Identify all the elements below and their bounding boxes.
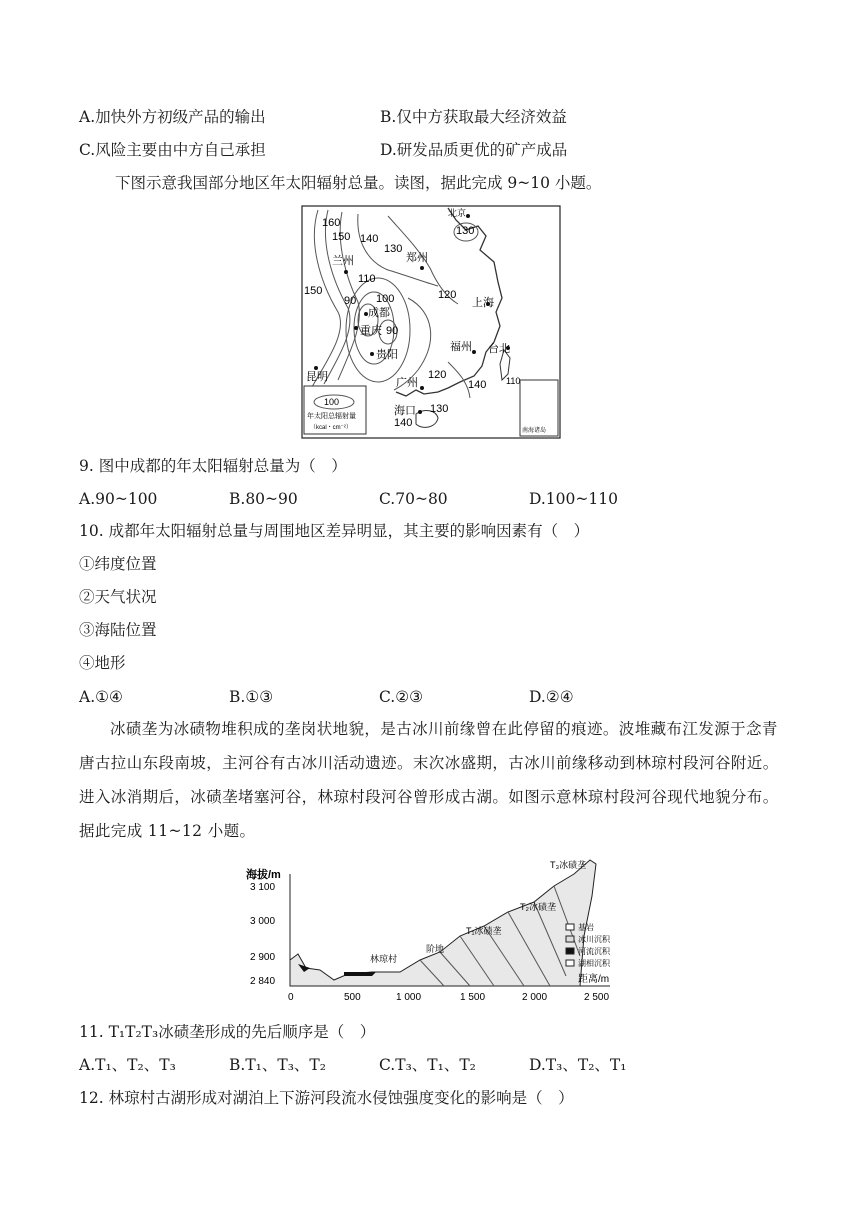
isoline-value: 90 bbox=[386, 325, 399, 337]
isoline-value: 120 bbox=[428, 369, 447, 381]
q8-option-d: D.研发品质更优的矿产成品 bbox=[380, 141, 568, 159]
label-t2: T₂冰碛垄 bbox=[520, 902, 556, 912]
isoline-value: 110 bbox=[506, 376, 521, 386]
q11-stem: 11. T₁T₂T₃冰碛垄形成的先后顺序是（ ） bbox=[79, 1023, 376, 1041]
y-tick: 2 900 bbox=[250, 952, 276, 963]
y-tick: 3 100 bbox=[250, 882, 276, 893]
isoline-value: 140 bbox=[394, 417, 413, 429]
q9-stem: 9. 图中成都的年太阳辐射总量为（ ） bbox=[79, 457, 347, 475]
city-label: 成都 bbox=[368, 307, 390, 319]
isoline-value: 140 bbox=[468, 379, 487, 391]
city-label: 海口 bbox=[394, 405, 416, 417]
city-label: 广州 bbox=[396, 377, 418, 389]
label-t1: T₁冰碛垄 bbox=[466, 926, 502, 936]
city-label: 重庆 bbox=[360, 325, 382, 337]
map-legend-title: 年太阳总辐射量 bbox=[307, 413, 356, 420]
q11-option-d: D.T₃、T₂、T₁ bbox=[529, 1056, 627, 1074]
city-label: 兰州 bbox=[332, 255, 354, 267]
map-inset-label: 南海诸岛 bbox=[522, 428, 547, 434]
q10-option-b: B.①③ bbox=[229, 688, 274, 706]
x-tick: 1 000 bbox=[396, 992, 422, 1003]
q10-option-c: C.②③ bbox=[379, 688, 424, 706]
q12-stem: 12. 林琼村古湖形成对湖泊上下游河段流水侵蚀强度变化的影响是（ ） bbox=[79, 1089, 574, 1107]
isoline-value: 160 bbox=[322, 217, 341, 229]
isoline-value: 110 bbox=[358, 273, 376, 285]
legend-item: 河流沉积 bbox=[578, 947, 610, 956]
q10-item: ②天气状况 bbox=[79, 588, 157, 606]
q9-option-b: B.80~90 bbox=[229, 490, 298, 508]
x-axis-label: 距离/m bbox=[578, 974, 610, 985]
q9-option-c: C.70~80 bbox=[379, 490, 448, 508]
q10-option-d: D.②④ bbox=[529, 688, 574, 706]
label-village: 林琼村 bbox=[370, 954, 398, 964]
isoline-value: 90 bbox=[344, 295, 357, 307]
q8-option-b: B.仅中方获取最大经济效益 bbox=[380, 108, 567, 126]
q10-item: ④地形 bbox=[79, 654, 126, 672]
isoline-value: 150 bbox=[332, 231, 351, 243]
isoline-value: 100 bbox=[376, 293, 395, 305]
valley-profile-figure bbox=[244, 856, 624, 1012]
legend-item: 冰川沉积 bbox=[578, 935, 610, 944]
city-label: 上海 bbox=[472, 297, 494, 309]
q9-option-a: A.90~100 bbox=[79, 490, 158, 508]
map-legend-unit: （kcal・cm⁻²） bbox=[310, 425, 352, 431]
y-axis-label: 海拔/m bbox=[246, 869, 281, 881]
x-tick: 500 bbox=[344, 992, 361, 1003]
q8-option-c: C.风险主要由中方自己承担 bbox=[79, 141, 266, 159]
city-label: 郑州 bbox=[406, 252, 428, 264]
city-label: 北京 bbox=[448, 208, 467, 218]
x-tick: 2 500 bbox=[584, 992, 610, 1003]
legend-item: 基岩 bbox=[578, 923, 594, 932]
x-tick: 0 bbox=[288, 992, 294, 1003]
q11-option-b: B.T₁、T₃、T₂ bbox=[229, 1056, 326, 1074]
isoline-value: 150 bbox=[304, 285, 323, 297]
isoline-value: 130 bbox=[456, 225, 475, 237]
q9-option-d: D.100~110 bbox=[529, 490, 618, 508]
intro-11-12: 冰碛垄为冰碛物堆积成的垄岗状地貌，是古冰川前缘曾在此停留的痕迹。波堆藏布江发源于念青唐古拉山东段南坡，主河谷有古冰川活动遗迹。末次冰盛期，古冰川前缘移动到林琼村段河谷附近。进入冰消期后，冰碛垄堵塞河谷，林琼村段河谷曾形成古湖。如图示意林琼村段河谷现代地貌分布。据此完成 11~12 小题。 bbox=[79, 720, 779, 840]
x-tick: 2 000 bbox=[522, 992, 548, 1003]
q10-item: ③海陆位置 bbox=[79, 621, 157, 639]
legend-item: 湖相沉积 bbox=[578, 959, 610, 968]
map-legend-value: 100 bbox=[324, 397, 340, 407]
label-terrace: 阶地 bbox=[426, 944, 445, 954]
intro-9-10: 下图示意我国部分地区年太阳辐射总量。读图，据此完成 9~10 小题。 bbox=[115, 174, 602, 192]
x-tick: 1 500 bbox=[460, 992, 486, 1003]
city-label: 福州 bbox=[450, 341, 472, 353]
label-t3: T₃冰碛垄 bbox=[550, 860, 587, 870]
solar-radiation-map bbox=[298, 202, 564, 442]
q8-option-a: A.加快外方初级产品的输出 bbox=[79, 108, 266, 126]
y-tick: 3 000 bbox=[250, 916, 276, 927]
q10-option-a: A.①④ bbox=[79, 688, 123, 706]
isoline-value: 120 bbox=[438, 289, 457, 301]
city-label: 台北 bbox=[488, 343, 510, 355]
y-tick: 2 840 bbox=[250, 976, 276, 987]
isoline-value: 130 bbox=[384, 243, 403, 255]
isoline-value: 130 bbox=[430, 403, 449, 415]
city-label: 贵阳 bbox=[376, 349, 398, 361]
isoline-value: 140 bbox=[360, 233, 379, 245]
q11-option-a: A.T₁、T₂、T₃ bbox=[79, 1056, 176, 1074]
q10-stem: 10. 成都年太阳辐射总量与周围地区差异明显，其主要的影响因素有（ ） bbox=[79, 522, 590, 540]
city-label: 昆明 bbox=[306, 371, 328, 383]
q11-option-c: C.T₃、T₁、T₂ bbox=[379, 1056, 476, 1074]
q10-item: ①纬度位置 bbox=[79, 555, 157, 573]
